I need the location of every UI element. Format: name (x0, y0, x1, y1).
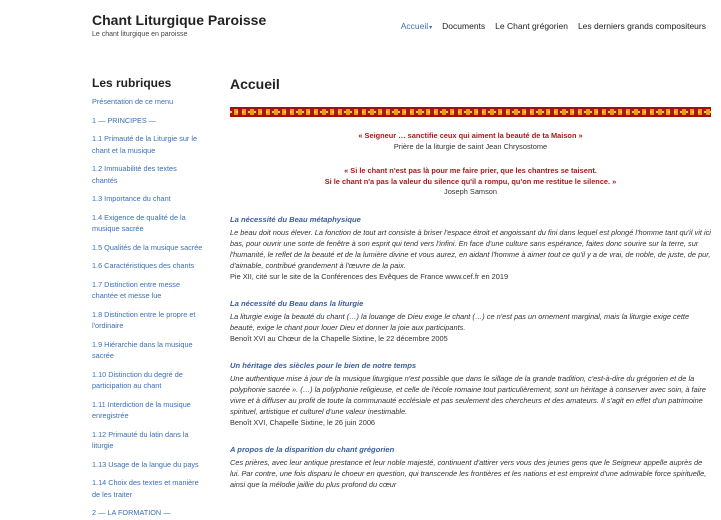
decorative-banner (230, 107, 711, 117)
sidebar-item (92, 477, 204, 500)
sidebar-link-formation[interactable]: 2 — LA FORMATION — (92, 508, 171, 517)
section-citation: Benoît XVI au Chœur de la Chapelle Sixtine, le 22 décembre 2005 (230, 333, 448, 343)
quote-text: « Seigneur … sanctifie ceux qui aiment la beauté de ta Maison » (358, 131, 583, 140)
nav-item-chant-gregorien[interactable]: Le Chant grégorien (495, 21, 568, 31)
sidebar-link-1-8[interactable]: 1.8 Distinction entre le propre et l'ordinaire (92, 309, 196, 330)
nav-item-documents[interactable]: Documents (442, 21, 486, 31)
sidebar-link-1-11[interactable]: 1.11 Interdiction de la musique enregistrée (92, 399, 191, 420)
section-title: La nécessité du Beau dans la liturgie (230, 298, 364, 308)
nav-item-accueil[interactable] (396, 21, 437, 31)
quote-2 (230, 166, 711, 198)
sidebar-title: Les rubriques (92, 76, 172, 90)
sidebar-item (92, 193, 204, 205)
sidebar-link-1-6[interactable]: 1.6 Caractéristiques des chants (92, 261, 195, 270)
sidebar-item (92, 279, 204, 302)
sidebar-item (92, 242, 204, 254)
sidebar-item (92, 429, 204, 452)
sidebar-link-1-3[interactable]: 1.3 Importance du chant (92, 194, 171, 203)
quote-text: Si le chant n'a pas la valeur du silence qu'il a rompu, qu'on me restitue le silence. » (324, 176, 617, 186)
section-heritage (230, 360, 711, 428)
section-citation: Benoît XVI, Chapelle Sixtine, le 26 juin 2006 (230, 417, 376, 427)
section-citation: Pie XII, cité sur le site de la Conférences des Evêques de France www.cef.fr en 2019 (230, 271, 509, 281)
sidebar-item (92, 459, 204, 471)
sidebar-item (92, 369, 204, 392)
sidebar-item (92, 507, 204, 519)
sidebar-link-1-9[interactable]: 1.9 Hiérarchie dans la musique sacrée (92, 339, 193, 360)
quote-text: « Si le chant n'est pas là pour me faire prier, que les chantres se taisent. (344, 166, 597, 175)
sidebar-link-1-13[interactable]: 1.13 Usage de la langue du pays (92, 459, 199, 469)
sidebar (92, 76, 204, 520)
quote-source: Joseph Samson (444, 187, 497, 196)
chevron-down-icon: ▾ (429, 25, 433, 31)
site-title[interactable]: Chant Liturgique Paroisse (92, 12, 267, 28)
sidebar-item (92, 115, 204, 127)
sidebar-item (92, 339, 204, 362)
nav-item-compositeurs[interactable]: Les derniers grands compositeurs (577, 21, 706, 31)
main-nav (396, 21, 711, 31)
site-tagline: Le chant liturgique en paroisse (92, 31, 188, 38)
sidebar-link-1-7[interactable]: 1.7 Distinction entre messe chantée et messe lue (92, 279, 181, 300)
sidebar-link-1-14[interactable]: 1.14 Choix des textes et manière de les traiter (92, 478, 199, 499)
sidebar-item (92, 163, 204, 186)
sidebar-link-1-4[interactable]: 1.4 Exigence de qualité de la musique sacrée (92, 212, 186, 233)
section-title: La nécessité du Beau métaphysique (230, 214, 361, 224)
section-title: A propos de la disparition du chant grégorien (230, 444, 395, 454)
sidebar-link-presentation[interactable]: Présentation de ce menu (92, 97, 174, 106)
section-body: Ces prières, avec leur antique prestance et leur noble majesté, continuent d'attirer vers vous des jeunes gens que le Seigneur appelle auprès de lui. Par contre, une fois disparu le choeur en question, qui transcende les frontières et les nations et est empreint d'une admirable force spirituelle, ainsi que la mélodie jaillie du plus profond du cœur (230, 457, 707, 489)
section-body: La liturgie exige la beauté du chant (…) la louange de Dieu exige le chant (…) ce n'est pas un ornement marginal, mais la liturgie exige cette beauté, exige le chant pour louer Dieu et donner la joie aux participants. (230, 311, 690, 332)
sidebar-item (92, 399, 204, 422)
quote-1 (230, 131, 711, 152)
sidebar-link-1-12[interactable]: 1.12 Primauté du latin dans la liturgie (92, 429, 189, 450)
section-body: Le beau doit nous élever. La fonction de tout art consiste à briser l'espace étroit et angoissant du fini dans lequel est plongé l'homme tant qu'il vit ici bas, pour ouvrir une sorte de fenêtre à son esprit qui tend vers l'infini. En face d'une culture sans espérance, faites donc sourire sur la terre, sur l'humanité, le reflet de la beauté et de la lumière divine et vous aurez, en aidant l'homme à aimer tout ce qu'il y a de vrai, de noble, de juste, de pur, d'aimable, contribué grandement à l'œuvre de la paix. (230, 227, 711, 270)
section-title: Un héritage des siècles pour le bien de notre temps (230, 360, 417, 370)
sidebar-link-1-1[interactable]: 1.1 Primauté de la Liturgie sur le chant et la musique (92, 134, 198, 155)
sidebar-link-1-10[interactable]: 1.10 Distinction du degré de participation au chant (92, 369, 183, 390)
sidebar-item (92, 309, 204, 332)
section-beau-metaphysique (230, 214, 711, 282)
section-disparition (230, 444, 711, 490)
sidebar-item (92, 260, 204, 272)
sidebar-item (92, 133, 204, 156)
sidebar-link-1-5[interactable]: 1.5 Qualités de la musique sacrée (92, 242, 203, 252)
sidebar-link-1-2[interactable]: 1.2 Immuabilité des textes chantés (92, 164, 177, 185)
banner-pattern (230, 111, 711, 113)
sidebar-list (92, 96, 204, 519)
sidebar-item (92, 212, 204, 235)
sidebar-link-principes[interactable]: 1 — PRINCIPES — (92, 115, 157, 125)
main-content (230, 76, 711, 490)
page-title: Accueil (230, 76, 280, 92)
sidebar-item (92, 96, 204, 108)
nav-item-label: Accueil (400, 21, 429, 31)
section-beau-liturgie (230, 298, 711, 344)
quote-source: Prière de la liturgie de saint Jean Chrysostome (393, 141, 548, 151)
section-body: Une authentique mise à jour de la musique liturgique n'est possible que dans le sillage de la grande tradition, c'est-à-dire du grégorien et de la polyphonie sacrée ». (…) la polyphonie religieuse, et celle de l'école romaine tout particulièrement, sont un héritage à conserver avec soin, à faire vivre et à diffuser au profit de toute la communauté ecclésiale et pas seulement des chercheurs et des amateurs. Il s'agit en effet d'un patrimoine spirituel, artistique et culturel d'une valeur inestimable. (230, 373, 706, 416)
